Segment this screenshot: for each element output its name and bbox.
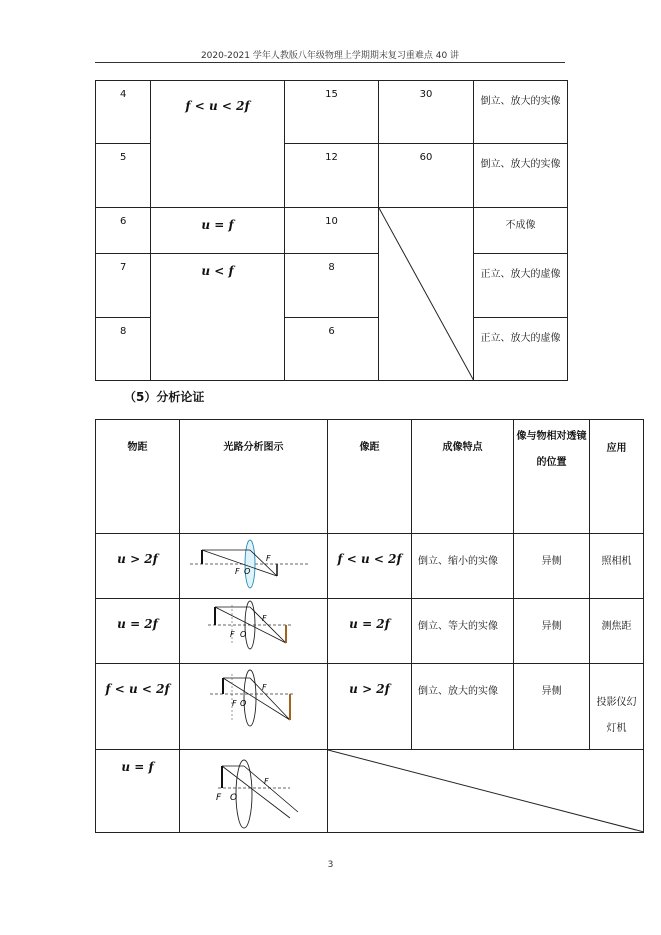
object-distance-cell: u > 2f [96, 534, 180, 599]
row-index: 6 [96, 208, 151, 254]
ray-diagram-cell [180, 599, 328, 664]
ray-diagram-cell [180, 750, 328, 833]
focus-label: F [235, 567, 240, 576]
row-index: 8 [96, 318, 151, 381]
condition-cell: u = f [151, 208, 285, 254]
header-image-features: 成像特点 [412, 420, 514, 534]
condition-cell: u < f [151, 254, 285, 381]
row-index: 4 [96, 81, 151, 144]
ray-diagram-no-image [180, 750, 328, 832]
ray-diagram-reduced [180, 534, 328, 598]
image-nature-cell: 倒立、放大的实像 [474, 81, 568, 144]
image-nature-cell: 正立、放大的虚像 [474, 254, 568, 318]
object-distance-cell: 12 [285, 144, 379, 208]
application-cell: 测焦距 [590, 599, 644, 664]
focus-label: F [262, 683, 267, 692]
image-distance-cell: u > 2f [328, 664, 412, 750]
application-cell: 投影仪幻灯机 [590, 664, 644, 750]
condition-cell: f < u < 2f [151, 81, 285, 208]
row-index: 5 [96, 144, 151, 208]
diagonal-line [328, 750, 644, 832]
page-number: 3 [327, 860, 334, 870]
object-distance-cell: u = f [96, 750, 180, 833]
row-index: 7 [96, 254, 151, 318]
object-distance-cell: 6 [285, 318, 379, 381]
ray-diagram-equal [180, 599, 328, 663]
header-object-distance: 物距 [96, 420, 180, 534]
section-title: （5）分析论证 [124, 390, 205, 404]
image-distance-cell: 60 [379, 144, 474, 208]
image-features-cell: 倒立、放大的实像 [412, 664, 514, 750]
header-rule [95, 62, 565, 63]
focus-label: F [262, 614, 267, 623]
experiment-table [95, 80, 568, 381]
ray-diagram-cell [180, 534, 328, 599]
object-distance-cell: 8 [285, 254, 379, 318]
header-image-distance: 像距 [328, 420, 412, 534]
page-header: 2020-2021 学年人教版八年级物理上学期期末复习重难点 40 讲 [200, 51, 460, 61]
diagonal-line [379, 208, 474, 381]
focus-label: F [266, 554, 271, 563]
image-features-cell: 倒立、缩小的实像 [412, 534, 514, 599]
table-row [96, 81, 568, 144]
image-distance-cell: u = 2f [328, 599, 412, 664]
object-distance-cell: f < u < 2f [96, 664, 180, 750]
focus-label: F [216, 793, 222, 803]
object-distance-cell: 10 [285, 208, 379, 254]
position-cell: 异侧 [514, 534, 590, 599]
table-row [96, 664, 644, 750]
image-distance-cell: f < u < 2f [328, 534, 412, 599]
object-distance-cell: 15 [285, 81, 379, 144]
object-distance-cell: u = 2f [96, 599, 180, 664]
image-nature-cell: 倒立、放大的实像 [474, 144, 568, 208]
analysis-table [95, 419, 644, 833]
optical-center-label: O [240, 699, 247, 708]
table-row [96, 599, 644, 664]
header-ray-diagram: 光路分析图示 [180, 420, 328, 534]
empty-diagonal-cell [379, 208, 474, 381]
optical-center-label: O [230, 793, 238, 803]
header-application: 应用 [590, 420, 644, 534]
ray-diagram-cell [180, 664, 328, 750]
image-nature-cell: 不成像 [474, 208, 568, 254]
table-row [96, 750, 644, 833]
header-relative-position: 像与物相对透镜的位置 [514, 420, 590, 534]
image-features-cell: 倒立、等大的实像 [412, 599, 514, 664]
table-row [96, 208, 568, 254]
table-row [96, 534, 644, 599]
image-distance-cell: 30 [379, 81, 474, 144]
table-row [96, 254, 568, 318]
ray-diagram-magnified [180, 664, 328, 749]
focus-label: F [264, 777, 269, 786]
image-nature-cell: 正立、放大的虚像 [474, 318, 568, 381]
position-cell: 异侧 [514, 599, 590, 664]
focus-label: F [230, 630, 235, 639]
optical-center-label: O [244, 567, 251, 576]
position-cell: 异侧 [514, 664, 590, 750]
application-cell: 照相机 [590, 534, 644, 599]
table-header-row [96, 420, 644, 534]
optical-center-label: O [240, 630, 247, 639]
empty-diagonal-cell [328, 750, 644, 833]
focus-label: F [232, 699, 237, 708]
